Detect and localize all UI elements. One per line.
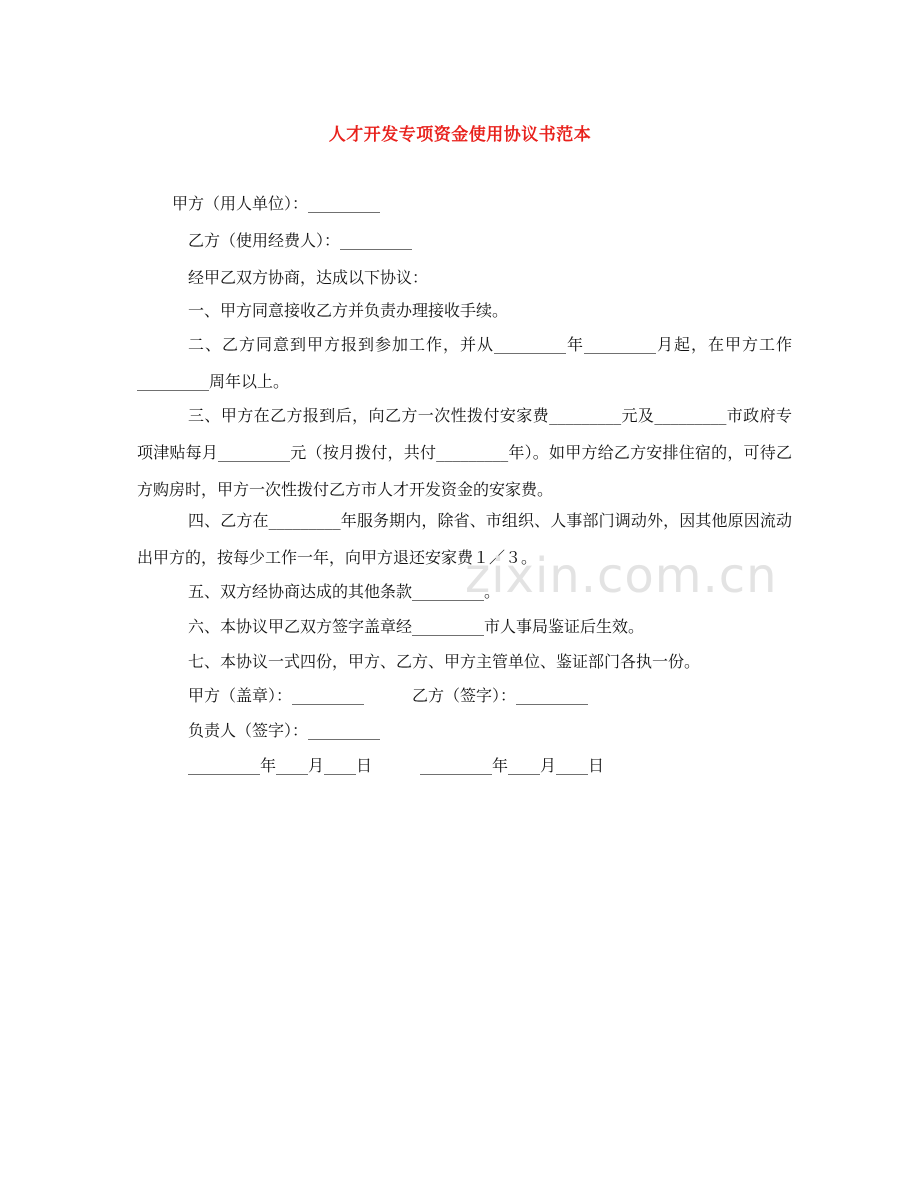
clause-6: 六、本协议甲乙双方签字盖章经_________市人事局鉴证后生效。 [188, 617, 645, 636]
watermark-text: zixin.com.cn [465, 548, 778, 604]
clause-1: 一、甲方同意接收乙方并负责办理接收手续。 [188, 301, 509, 320]
intro-line: 经甲乙双方协商，达成以下协议： [188, 268, 429, 287]
party-b-line: 乙方（使用经费人）：_________ [188, 231, 413, 250]
responsible-line: 负责人（签字）：_________ [188, 721, 381, 740]
date-line: _________年____月____日 _________年____月____日 [188, 756, 605, 775]
clause-7: 七、本协议一式四份，甲方、乙方、甲方主管单位、鉴证部门各执一份。 [188, 652, 701, 671]
party-a-line: 甲方（用人单位）：_________ [172, 194, 381, 213]
clause-5: 五、双方经协商达成的其他条款_________。 [188, 582, 501, 601]
clause-4: 四、乙方在_________年服务期内，除省、市组织、人事部门调动外，因其他原因流动出甲方的，按每少工作一年，向甲方退还安家费１／３。 [137, 511, 792, 567]
clause-3: 三、甲方在乙方报到后，向乙方一次性拨付安家费_________元及_________市政府专项津贴每月_________元（按月拨付，共付_________年）。如甲方给乙方安排住宿的，可待乙方购房时，甲方一次性拨付乙方市人才开发资金的安家费。 [137, 406, 792, 499]
document-title: 人才开发专项资金使用协议书范本 [328, 125, 592, 145]
signature-line: 甲方（盖章）：_________ 乙方（签字）：_________ [188, 686, 589, 705]
clause-2: 二、乙方同意到甲方报到参加工作，并从_________年_________月起，在甲方工作_________周年以上。 [137, 335, 792, 391]
